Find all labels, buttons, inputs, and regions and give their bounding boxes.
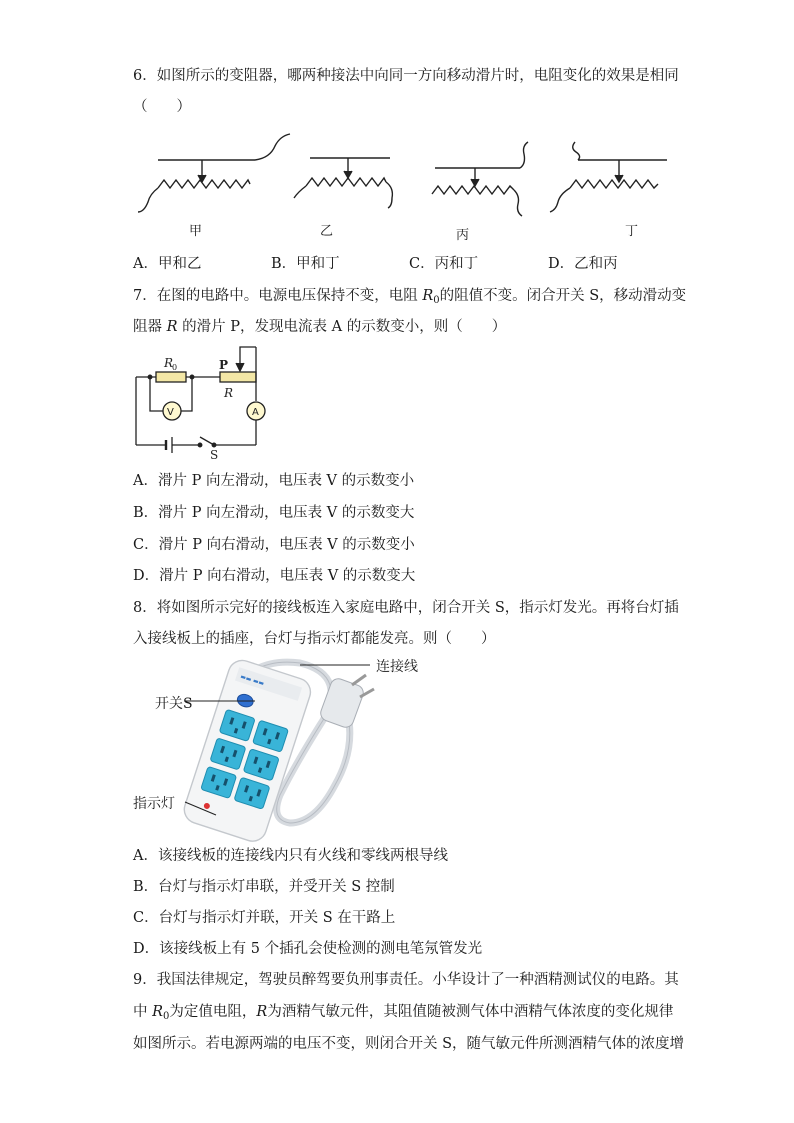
rheostat-resistor xyxy=(220,372,256,382)
label-r0: R xyxy=(164,356,174,370)
q7-option-d[interactable]: D．滑片 P 向右滑动，电压表 V 的示数变大 xyxy=(133,568,416,584)
label-switch-s: 开关S xyxy=(155,696,193,712)
q8-option-d[interactable]: D．该接线板上有 5 个插孔会使检测的测电笔氖管发光 xyxy=(133,941,483,957)
q7-option-a[interactable]: A．滑片 P 向左滑动，电压表 V 的示数变小 xyxy=(133,473,415,489)
label-v: V xyxy=(167,407,174,418)
q9-text-line3: 如图所示。若电源两端的电压不变，则闭合开关 S，随气敏元件所测酒精气体的浓度增 xyxy=(133,1036,685,1052)
rheostat-bing xyxy=(432,142,528,216)
figure-label-bing: 丙 xyxy=(456,228,470,243)
figure-label-yi: 乙 xyxy=(320,224,334,239)
svg-text:▬▬ ▬▬: ▬▬ ▬▬ xyxy=(239,673,265,688)
label-indicator-light: 指示灯 xyxy=(133,796,175,812)
figure-label-ding: 丁 xyxy=(625,224,639,239)
q7-text-line1: 7．在图的电路中。电源电压保持不变，电阻 $R_0$的阻值不变。闭合开关 S，移动滑动变 xyxy=(133,288,687,306)
q7-text-line2: 阻器 R 的滑片 P，发现电流表 A 的示数变小，则（ ） xyxy=(133,319,507,335)
q6-option-a[interactable]: A．甲和乙 xyxy=(133,256,202,272)
q6-option-b[interactable]: B．甲和丁 xyxy=(271,256,340,272)
q9-text-line2: 中 $R_0$为定值电阻，R为酒精气敏元件，其阻值随被测气体中酒精气体浓度的变化规律 xyxy=(133,1004,674,1022)
q6-option-c[interactable]: C．丙和丁 xyxy=(409,256,479,272)
label-p: P xyxy=(219,358,229,372)
q8-option-a[interactable]: A．该接线板的连接线内只有火线和零线两根导线 xyxy=(133,848,448,864)
q6-text-line2: （ ） xyxy=(133,99,191,115)
label-connecting-cord: 连接线 xyxy=(376,659,418,675)
q8-text-line2: 入接线板上的插座，台灯与指示灯都能发亮。则（ ） xyxy=(133,631,496,647)
q8-power-strip-figure xyxy=(130,655,430,840)
q7-circuit-diagram xyxy=(130,345,270,462)
q6-rheostat-figures xyxy=(130,128,675,218)
q7-option-c[interactable]: C．滑片 P 向右滑动，电压表 V 的示数变小 xyxy=(133,537,415,553)
figure-label-jia: 甲 xyxy=(189,224,203,239)
rheostat-yi xyxy=(294,158,392,208)
label-s: S xyxy=(210,448,219,462)
q8-option-b[interactable]: B．台灯与指示灯串联，并受开关 S 控制 xyxy=(133,879,395,895)
r0-resistor xyxy=(156,372,186,382)
q6-option-d[interactable]: D．乙和丙 xyxy=(548,256,618,272)
label-r: R xyxy=(224,386,234,400)
power-strip-body xyxy=(181,657,314,845)
rheostat-jia xyxy=(138,134,290,212)
q8-option-c[interactable]: C．台灯与指示灯并联，开关 S 在干路上 xyxy=(133,910,396,926)
svg-text:0: 0 xyxy=(172,363,178,372)
q9-text-line1: 9．我国法律规定，驾驶员醉驾要负刑事责任。小华设计了一种酒精测试仪的电路。其 xyxy=(133,972,679,988)
label-a: A xyxy=(252,407,259,418)
rheostat-ding xyxy=(550,142,667,212)
q7-option-b[interactable]: B．滑片 P 向左滑动，电压表 V 的示数变大 xyxy=(133,505,415,521)
q6-text-line1: 6．如图所示的变阻器，哪两种接法中向同一方向移动滑片时，电阻变化的效果是相同 xyxy=(133,68,679,84)
q8-text-line1: 8．将如图所示完好的接线板连入家庭电路中，闭合开关 S，指示灯发光。再将台灯插 xyxy=(133,600,679,616)
